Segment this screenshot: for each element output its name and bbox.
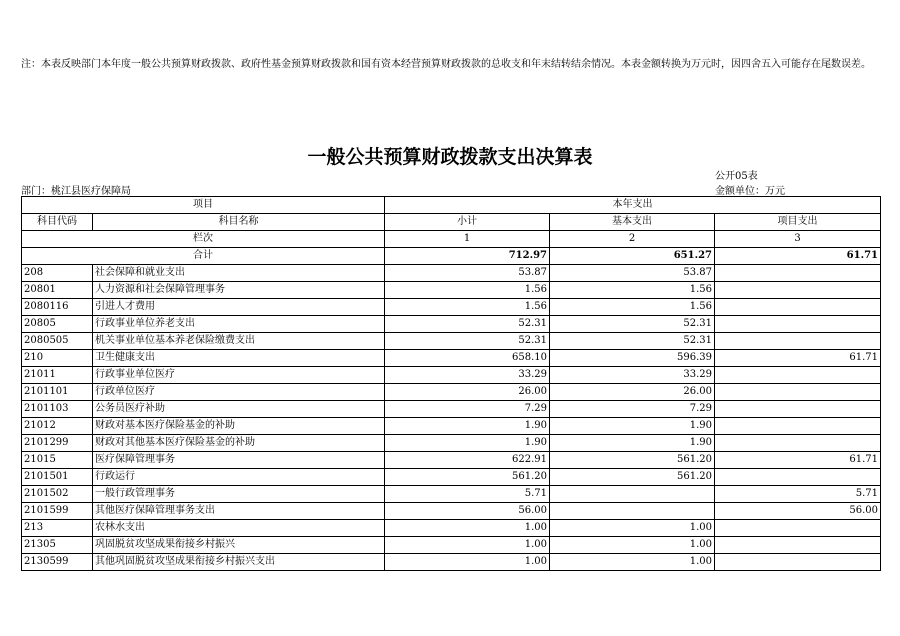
row-subtotal: 1.56 — [385, 282, 550, 299]
row-code: 2080116 — [22, 299, 93, 316]
row-name: 其他医疗保障管理事务支出 — [93, 503, 385, 520]
row-subtotal: 1.90 — [385, 418, 550, 435]
row-code: 21015 — [22, 452, 93, 469]
row-basic: 1.00 — [550, 520, 715, 537]
row-code: 2080505 — [22, 333, 93, 350]
row-basic: 52.31 — [550, 333, 715, 350]
header-current-year: 本年支出 — [385, 197, 881, 214]
row-code: 2101299 — [22, 435, 93, 452]
table-row — [22, 316, 881, 333]
row-basic: 52.31 — [550, 316, 715, 333]
row-basic: 561.20 — [550, 452, 715, 469]
row-basic: 1.00 — [550, 537, 715, 554]
row-code: 2101101 — [22, 384, 93, 401]
row-name: 行政单位医疗 — [93, 384, 385, 401]
row-basic: 33.29 — [550, 367, 715, 384]
header-code: 科目代码 — [22, 214, 93, 231]
row-basic: 1.56 — [550, 282, 715, 299]
row-name: 卫生健康支出 — [93, 350, 385, 367]
table-row — [22, 350, 881, 367]
row-basic: 7.29 — [550, 401, 715, 418]
row-project — [715, 554, 881, 571]
expenditure-table — [21, 196, 881, 571]
row-project — [715, 367, 881, 384]
footnote: 注：本表反映部门本年度一般公共预算财政拨款、政府性基金预算财政拨款和国有资本经营预算财政拨款的总收支和年末结转结余情况。本表金额转换为万元时，因四舍五入可能存在尾数误差。 — [21, 59, 871, 70]
row-code: 21011 — [22, 367, 93, 384]
row-name: 行政事业单位养老支出 — [93, 316, 385, 333]
row-project — [715, 316, 881, 333]
row-project: 5.71 — [715, 486, 881, 503]
row-code: 213 — [22, 520, 93, 537]
row-code: 2101103 — [22, 401, 93, 418]
row-name: 巩固脱贫攻坚成果衔接乡村振兴 — [93, 537, 385, 554]
header-row-2 — [22, 214, 881, 231]
row-basic: 1.56 — [550, 299, 715, 316]
row-basic: 561.20 — [550, 469, 715, 486]
total-subtotal: 712.97 — [385, 248, 550, 265]
column-index-3: 3 — [715, 231, 881, 248]
row-project — [715, 265, 881, 282]
table-row — [22, 418, 881, 435]
row-basic: 596.39 — [550, 350, 715, 367]
row-name: 一般行政管理事务 — [93, 486, 385, 503]
header-item: 项目 — [22, 197, 385, 214]
table-row — [22, 384, 881, 401]
table-row — [22, 282, 881, 299]
row-code: 20805 — [22, 316, 93, 333]
row-name: 其他巩固脱贫攻坚成果衔接乡村振兴支出 — [93, 554, 385, 571]
row-subtotal: 622.91 — [385, 452, 550, 469]
row-subtotal: 1.90 — [385, 435, 550, 452]
row-subtotal: 1.00 — [385, 520, 550, 537]
table-row — [22, 469, 881, 486]
row-basic: 1.90 — [550, 418, 715, 435]
row-project: 61.71 — [715, 452, 881, 469]
row-name: 公务员医疗补助 — [93, 401, 385, 418]
table-row — [22, 367, 881, 384]
header-basic: 基本支出 — [550, 214, 715, 231]
row-name: 引进人才费用 — [93, 299, 385, 316]
row-subtotal: 7.29 — [385, 401, 550, 418]
row-subtotal: 5.71 — [385, 486, 550, 503]
row-project — [715, 384, 881, 401]
table-row — [22, 486, 881, 503]
row-code: 2101502 — [22, 486, 93, 503]
table-row — [22, 401, 881, 418]
row-subtotal: 561.20 — [385, 469, 550, 486]
row-subtotal: 56.00 — [385, 503, 550, 520]
total-project: 61.71 — [715, 248, 881, 265]
row-project — [715, 401, 881, 418]
row-project — [715, 418, 881, 435]
row-name: 医疗保障管理事务 — [93, 452, 385, 469]
header-name: 科目名称 — [93, 214, 385, 231]
row-subtotal: 53.87 — [385, 265, 550, 282]
table-row — [22, 554, 881, 571]
row-name: 社会保障和就业支出 — [93, 265, 385, 282]
row-subtotal: 658.10 — [385, 350, 550, 367]
row-project — [715, 520, 881, 537]
row-subtotal: 52.31 — [385, 316, 550, 333]
row-code: 2101501 — [22, 469, 93, 486]
total-row — [22, 248, 881, 265]
row-code: 21305 — [22, 537, 93, 554]
column-index-1: 1 — [385, 231, 550, 248]
row-subtotal: 33.29 — [385, 367, 550, 384]
row-name: 人力资源和社会保障管理事务 — [93, 282, 385, 299]
table-row — [22, 452, 881, 469]
row-name: 农林水支出 — [93, 520, 385, 537]
table-row — [22, 333, 881, 350]
row-code: 2101599 — [22, 503, 93, 520]
total-label: 合计 — [22, 248, 385, 265]
table-row — [22, 503, 881, 520]
table-row — [22, 520, 881, 537]
row-code: 21012 — [22, 418, 93, 435]
row-name: 机关事业单位基本养老保险缴费支出 — [93, 333, 385, 350]
row-code: 208 — [22, 265, 93, 282]
row-basic: 1.00 — [550, 554, 715, 571]
row-basic — [550, 486, 715, 503]
row-project — [715, 333, 881, 350]
row-project: 56.00 — [715, 503, 881, 520]
row-project — [715, 435, 881, 452]
table-row — [22, 265, 881, 282]
form-number: 公开05表 — [715, 171, 758, 182]
row-basic: 1.90 — [550, 435, 715, 452]
row-project — [715, 537, 881, 554]
row-code: 20801 — [22, 282, 93, 299]
header-row-1 — [22, 197, 881, 214]
column-index-label: 栏次 — [22, 231, 385, 248]
row-name: 财政对基本医疗保险基金的补助 — [93, 418, 385, 435]
row-name: 行政运行 — [93, 469, 385, 486]
row-subtotal: 1.00 — [385, 537, 550, 554]
total-basic: 651.27 — [550, 248, 715, 265]
row-subtotal: 1.56 — [385, 299, 550, 316]
row-project — [715, 282, 881, 299]
row-subtotal: 1.00 — [385, 554, 550, 571]
row-subtotal: 26.00 — [385, 384, 550, 401]
row-code: 210 — [22, 350, 93, 367]
table-row — [22, 537, 881, 554]
page-title: 一般公共预算财政拨款支出决算表 — [307, 146, 593, 168]
row-name: 行政事业单位医疗 — [93, 367, 385, 384]
column-index-row — [22, 231, 881, 248]
header-subtotal: 小计 — [385, 214, 550, 231]
row-basic — [550, 503, 715, 520]
table-row — [22, 435, 881, 452]
row-name: 财政对其他基本医疗保险基金的补助 — [93, 435, 385, 452]
table-row — [22, 299, 881, 316]
row-project: 61.71 — [715, 350, 881, 367]
header-project: 项目支出 — [715, 214, 881, 231]
row-basic: 53.87 — [550, 265, 715, 282]
department-label: 部门：桃江县医疗保障局 — [21, 186, 131, 197]
column-index-2: 2 — [550, 231, 715, 248]
row-code: 2130599 — [22, 554, 93, 571]
row-basic: 26.00 — [550, 384, 715, 401]
row-project — [715, 299, 881, 316]
row-project — [715, 469, 881, 486]
amount-unit-label: 金额单位：万元 — [715, 186, 785, 197]
row-subtotal: 52.31 — [385, 333, 550, 350]
